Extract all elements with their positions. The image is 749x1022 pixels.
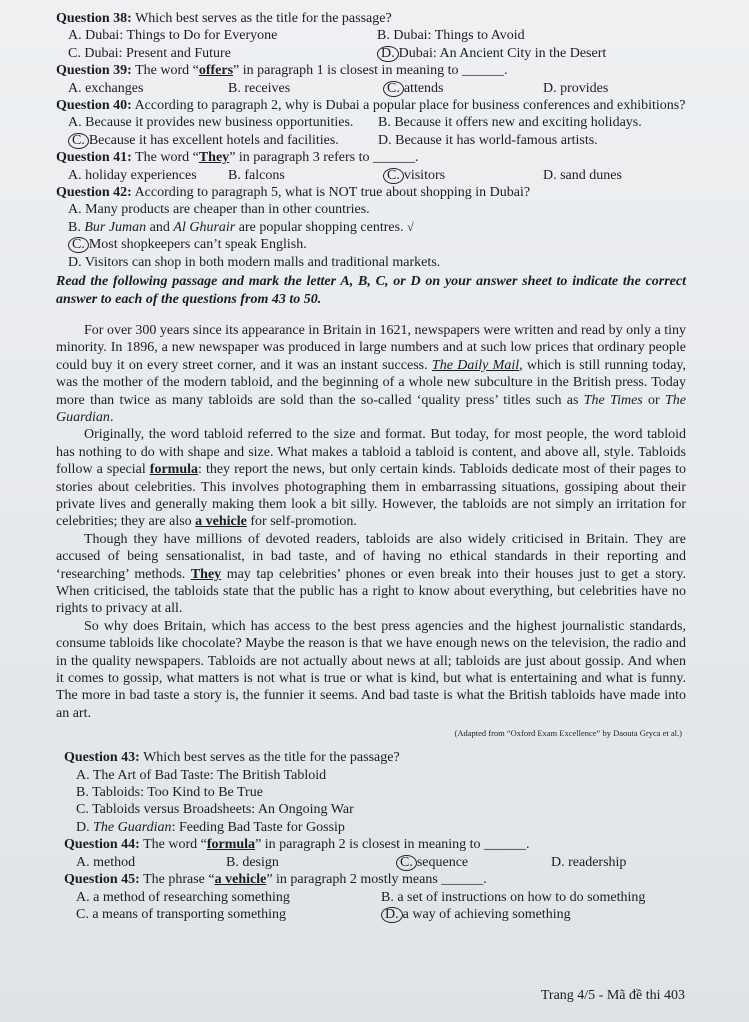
answer-circle: C. — [68, 133, 89, 149]
options — [56, 27, 686, 62]
option-c-circled[interactable] — [383, 167, 543, 184]
question-42 — [56, 184, 686, 271]
option-c-circled[interactable] — [68, 236, 686, 253]
answer-circle: C. — [383, 168, 404, 184]
option-a[interactable]: A. a method of researching something — [76, 889, 290, 905]
option-a[interactable]: A. Dubai: Things to Do for Everyone — [68, 28, 278, 44]
option-a[interactable]: A. The Art of Bad Taste: The British Tabloid — [76, 767, 327, 783]
question-label: Question 38: — [56, 11, 132, 26]
question-40 — [56, 97, 686, 149]
option-b[interactable]: B. Bur Juman and Al Ghurair are popular shopping centres. √ — [68, 219, 414, 235]
question-stem: Which best serves as the title for the passage? — [139, 750, 400, 766]
target-word: formula — [206, 837, 256, 853]
instructions: Read the following passage and mark the letter A, B, C, or D on your answer sheet to indicate the correct answer to each of the questions from 43 to 50. — [56, 274, 686, 307]
question-43 — [56, 749, 686, 836]
answer-circle: D. — [381, 907, 403, 923]
options — [64, 889, 686, 924]
question-stem: According to paragraph 2, why is Dubai a popular place for business conferences and exhibitions? — [131, 98, 686, 114]
option-d-circled[interactable] — [377, 45, 686, 62]
source-citation: (Adapted from “Oxford Exam Excellence” by Daouta Gryca et al.) — [454, 728, 682, 739]
stem-post: ” in paragraph 2 mostly means ______. — [266, 872, 487, 888]
option-c[interactable]: C. a means of transporting something — [76, 906, 286, 922]
page-content — [56, 10, 686, 923]
passage — [56, 322, 686, 722]
option-c-text: Because it has excellent hotels and facilities. — [88, 132, 339, 148]
question-stem: Which best serves as the title for the passage? — [131, 11, 392, 26]
option-a[interactable]: A. Many products are cheaper than in other countries. — [68, 202, 370, 218]
options — [56, 167, 686, 184]
page-footer: Trang 4/5 - Mã đề thi 403 — [540, 988, 685, 1003]
question-label: Question 42: — [56, 185, 132, 201]
option-c-text: visitors — [403, 167, 446, 183]
stem-pre: The phrase “ — [139, 872, 215, 888]
option-c-text: Most shopkeepers can’t speak English. — [88, 237, 307, 253]
options — [56, 114, 686, 149]
option-a[interactable]: A. holiday experiences — [68, 167, 197, 183]
answer-circle: C. — [68, 237, 89, 253]
question-stem: According to paragraph 5, what is NOT true about shopping in Dubai? — [131, 185, 531, 201]
option-d[interactable]: D. provides — [543, 80, 609, 96]
stem-post: ” in paragraph 2 is closest in meaning to ______. — [255, 837, 530, 853]
option-c-circled[interactable] — [68, 132, 378, 149]
option-d[interactable]: D. Visitors can shop in both modern malls and traditional markets. — [68, 254, 441, 270]
stem-pre: The word “ — [131, 150, 199, 166]
options — [56, 201, 686, 271]
option-d-text: a way of achieving something — [402, 906, 571, 922]
answer-circle: D. — [377, 46, 399, 62]
target-word: a vehicle — [214, 872, 267, 888]
option-a[interactable]: A. Because it provides new business opportunities. — [68, 115, 354, 131]
option-a[interactable]: A. method — [76, 854, 136, 870]
option-c-circled[interactable] — [396, 854, 551, 871]
passage-paragraph-1: For over 300 years since its appearance in Britain in 1621, newspapers were written and read by only a tiny minority. In 1896, a new newspaper was produced in large numbers and at such low prices that ordinary people could buy it on every street corner, and it was an instant success. The Daily Mail, which is still running today, was the mother of the modern tabloid, and the beginning of a whole new subculture in the British press. Today more than twice as many tabloids are sold than the so-called ‘quality press’ titles such as The Times or The Guardian. — [56, 322, 687, 425]
option-c-text: attends — [403, 80, 444, 96]
answer-circle: C. — [383, 81, 404, 97]
answer-circle: C. — [396, 855, 417, 871]
question-38 — [56, 10, 686, 62]
question-label: Question 40: — [56, 98, 132, 114]
option-b[interactable]: B. Because it offers new and exciting holidays. — [378, 115, 642, 131]
options — [64, 854, 686, 871]
target-word: offers — [198, 63, 234, 79]
question-44 — [56, 836, 686, 871]
question-label: Question 45: — [64, 872, 140, 888]
question-45 — [56, 871, 686, 923]
passage-paragraph-4: So why does Britain, which has access to the best press agencies and the highest journalistic standards, consume tabloids like chocolate? Maybe the reason is that we have enough news on the television, the radio and in the quality newspapers. Tabloids are not actually about news at all; tabloids are just about gossip. And when it comes to gossip, what matters is not what is true or what is kind, but what is entertaining and what is funny. The more in bad taste a story is, the funnier it seems. And bad taste is what the British tabloids have made into an art. — [56, 618, 686, 721]
stem-pre: The word “ — [131, 63, 199, 79]
options — [64, 767, 686, 837]
target-word: They — [198, 150, 230, 166]
question-label: Question 41: — [56, 150, 132, 166]
option-b[interactable]: B. receives — [228, 80, 291, 96]
question-label: Question 39: — [56, 63, 132, 79]
option-a[interactable]: A. exchanges — [68, 80, 144, 96]
option-b[interactable]: B. Dubai: Things to Avoid — [377, 28, 525, 44]
option-b[interactable]: B. a set of instructions on how to do something — [381, 889, 646, 905]
question-41 — [56, 149, 686, 184]
option-d-circled[interactable] — [381, 906, 686, 923]
option-c[interactable]: C. Tabloids versus Broadsheets: An Ongoing War — [76, 802, 354, 818]
option-d-text: Dubai: An Ancient City in the Desert — [398, 45, 607, 61]
passage-paragraph-2: Originally, the word tabloid referred to the size and format. But today, for most people, the word tabloid has nothing to do with shape and size. What makes a tabloid a tabloid is content, and above all, style. Tabloids follow a special formula: they report the news, but only certain kinds. Tabloids dedicate most of their pages to stories about celebrities. This involves photographing them in embarrassing situations, gossiping about their private lives and generally making them look a bit silly. However, the tabloids are not simply an irritation for celebrities; they are also a vehicle for self-promotion. — [56, 427, 686, 530]
option-d[interactable]: D. sand dunes — [543, 167, 622, 183]
option-b[interactable]: B. falcons — [228, 167, 285, 183]
option-d[interactable]: D. Because it has world-famous artists. — [378, 132, 598, 148]
option-c[interactable]: C. Dubai: Present and Future — [68, 45, 231, 61]
stem-post: ” in paragraph 3 refers to ______. — [229, 150, 419, 166]
question-label: Question 44: — [64, 837, 140, 853]
option-b[interactable]: B. Tabloids: Too Kind to Be True — [76, 785, 263, 801]
option-b[interactable]: B. design — [226, 854, 279, 870]
passage-paragraph-3: Though they have millions of devoted readers, tabloids are also widely criticised in Britain. They are accused of being sensationalist, in bad taste, and of having no ethical standards in their reporting and ‘researching’ methods. They may tap celebrities’ phones or even break into their houses just to get a story. When criticised, the tabloids state that the public has a right to know about everything, but celebrities have no rights to privacy at all. — [56, 531, 686, 617]
question-39 — [56, 62, 686, 97]
option-d[interactable]: D. readership — [551, 854, 627, 870]
option-c-text: sequence — [416, 854, 469, 870]
stem-pre: The word “ — [139, 837, 207, 853]
question-label: Question 43: — [64, 750, 140, 766]
stem-post: ” in paragraph 1 is closest in meaning to ______. — [233, 63, 508, 79]
option-c-circled[interactable] — [383, 80, 543, 97]
options — [56, 80, 686, 97]
option-d[interactable]: D. The Guardian: Feeding Bad Taste for Gossip — [76, 819, 345, 835]
